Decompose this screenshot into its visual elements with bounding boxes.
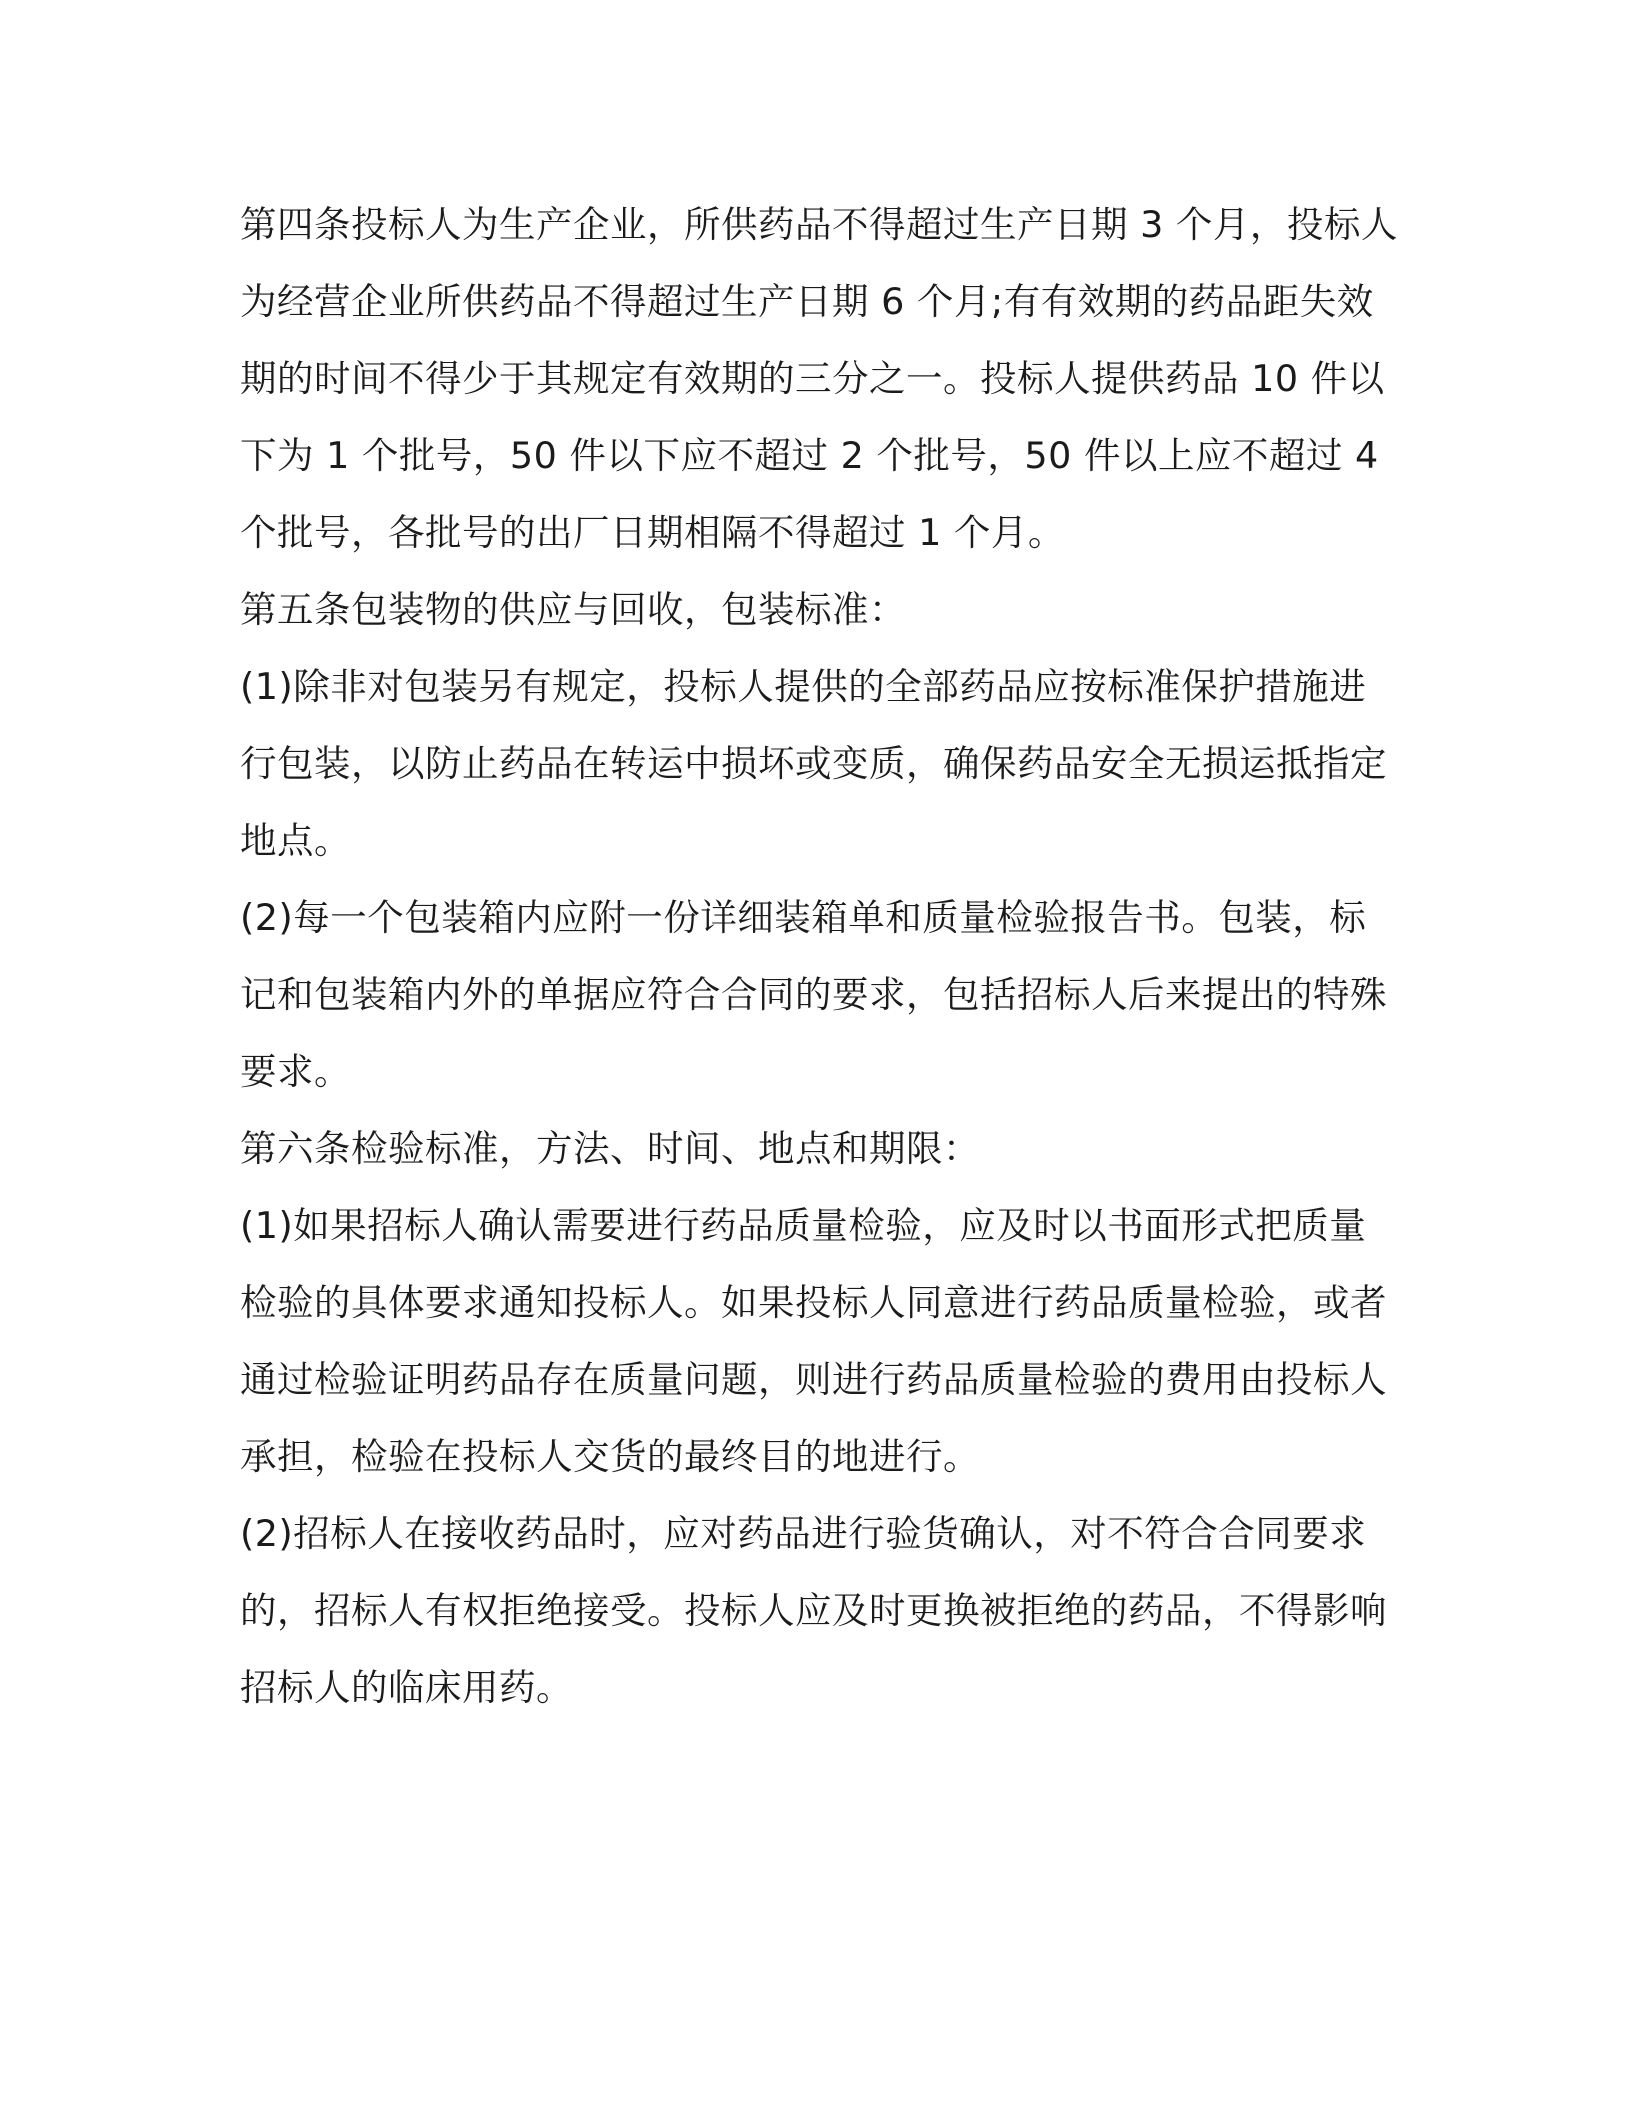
paragraph-article-5-heading: 第五条包装物的供应与回收，包装标准： [240,588,906,631]
paragraph-article-5-item-1: (1)除非对包装另有规定，投标人提供的全部药品应按标准保护措施进行包装，以防止药品在转运中损坏或变质，确保药品安全无损运抵指定地点。 [240,665,1387,862]
paragraph-article-6-item-2: (2)招标人在接收药品时，应对药品进行验货确认，对不符合合同要求的，招标人有权拒绝接受。投标人应及时更换被拒绝的药品，不得影响招标人的临床用药。 [240,1512,1387,1709]
paragraph-article-4: 第四条投标人为生产企业，所供药品不得超过生产日期 3 个月，投标人为经营企业所供药品不得超过生产日期 6 个月;有有效期的药品距失效期的时间不得少于其规定有效期的三分之一。投标人提供药品 10 件以下为 1 个批号，50 件以下应不超过 2 个批号，50 件以上应不超过 4 个批号，各批号的出厂日期相隔不得超过 1 个月。 [240,203,1398,554]
paragraph-article-6-item-1: (1)如果招标人确认需要进行药品质量检验，应及时以书面形式把质量检验的具体要求通知投标人。如果投标人同意进行药品质量检验，或者通过检验证明药品存在质量问题，则进行药品质量检验的费用由投标人承担，检验在投标人交货的最终目的地进行。 [240,1204,1387,1478]
document-body [240,186,1400,1726]
paragraph-article-5-item-2: (2)每一个包装箱内应附一份详细装箱单和质量检验报告书。包装，标记和包装箱内外的单据应符合合同的要求，包括招标人后来提出的特殊要求。 [240,896,1387,1093]
paragraph-article-6-heading: 第六条检验标准，方法、时间、地点和期限： [240,1127,980,1170]
